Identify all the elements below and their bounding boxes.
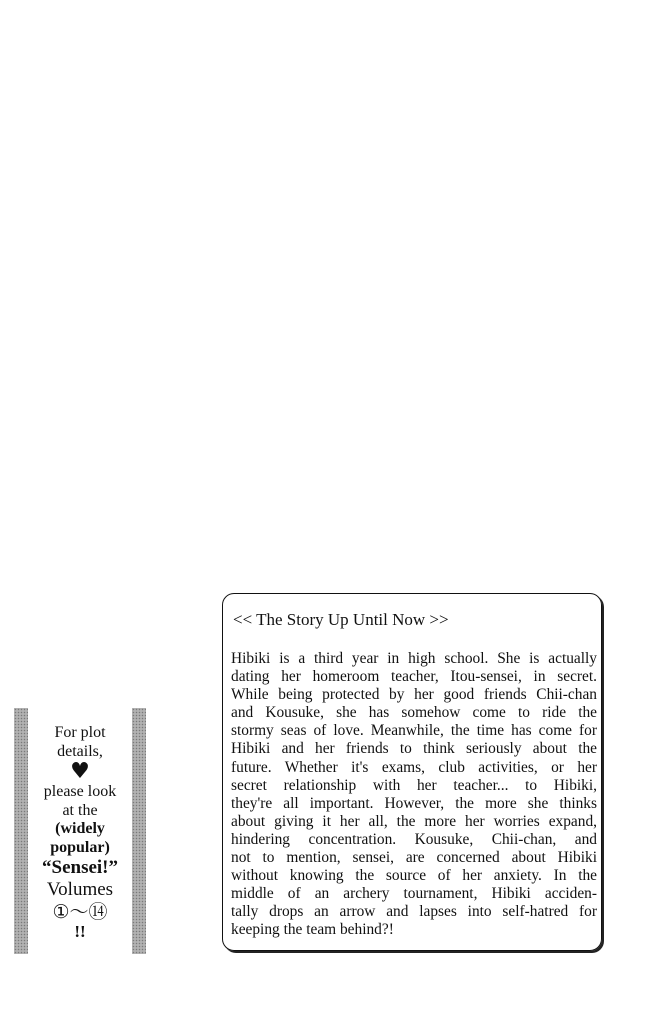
story-line: While being protected by her good friends Chii-chan <box>231 686 597 704</box>
note-line: Volumes <box>46 879 114 900</box>
note-line: (widely <box>55 820 105 837</box>
story-line: stormy seas of love. Meanwhile, the time has come for <box>231 722 597 740</box>
story-summary-box <box>222 593 602 951</box>
volume-range: ①～⑭ <box>52 901 108 923</box>
note-line: For plot <box>54 724 106 741</box>
note-line: details, <box>57 742 103 760</box>
story-line: without knowing the source of her anxiety. In the <box>231 867 597 885</box>
story-line: hindering concentration. Kousuke, Chii-chan, and <box>231 830 597 848</box>
note-line: !! <box>74 922 86 941</box>
story-line: future. Whether it's exams, club activities, or her <box>231 758 597 776</box>
story-line: tally drops an arrow and lapses into self-hatred for <box>231 903 597 921</box>
story-line: not to mention, sensei, are concerned about Hibiki <box>231 849 597 867</box>
series-title: “Sensei!” <box>42 857 118 878</box>
story-title: << The Story Up Until Now >> <box>233 610 449 629</box>
heart-icon: ♥ <box>70 759 90 784</box>
plot-details-text <box>32 724 128 941</box>
note-line: at the <box>62 801 98 819</box>
note-line: popular) <box>50 838 110 856</box>
screentone-strip-left <box>14 708 28 954</box>
screentone-strip-right <box>132 708 146 954</box>
story-line: Hibiki and her friends to think seriously about the <box>231 740 597 758</box>
story-line: about giving it her all, the more her worries expand, <box>231 812 597 830</box>
story-line: they're all important. However, the more she thinks <box>231 794 597 812</box>
story-line: dating her homeroom teacher, Itou-sensei, in secret. <box>231 668 597 686</box>
story-line: and Kousuke, she has somehow come to ride the <box>231 704 597 722</box>
story-line: secret relationship with her teacher... to Hibiki, <box>231 776 597 794</box>
plot-details-note <box>14 708 146 954</box>
story-line: Hibiki is a third year in high school. She is actually <box>231 650 597 667</box>
story-body <box>231 650 597 940</box>
story-line: keeping the team behind?! <box>231 921 394 939</box>
story-line: middle of an archery tournament, Hibiki acciden- <box>231 885 597 903</box>
note-line: please look <box>43 783 117 800</box>
